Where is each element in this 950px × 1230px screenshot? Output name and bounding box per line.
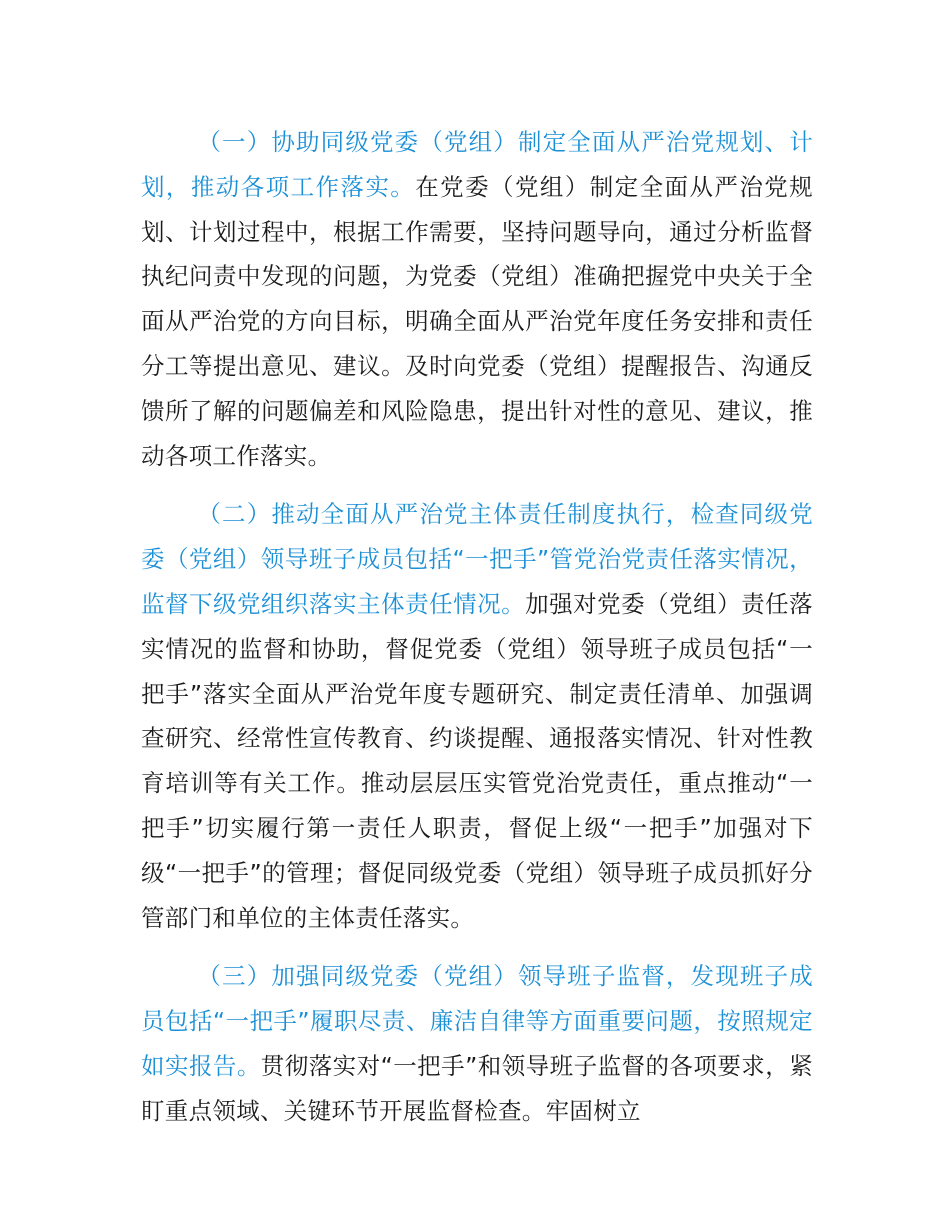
paragraph-3 (141, 954, 813, 1133)
paragraph-1-body: 在党委（党组）制定全面从严治党规划、计划过程中，根据工作需要，坚持问题导向，通过分析监督执纪问责中发现的问题，为党委（党组）准确把握党中央关于全面从严治党的方向目标，明确全面从严治党年度任务安排和责任分工等提出意见、建议。及时向党委（党组）提醒报告、沟通反馈所了解的问题偏差和风险隐患，提出针对性的意见、建议，推动各项工作落实。 (141, 172, 813, 470)
paragraph-1-heading: （一）协助同级党委（党组）制定全面从严治党规划、计划，推动各项工作落实。 (141, 128, 813, 201)
paragraph-3-heading: （三）加强同级党委（党组）领导班子监督，发现班子成员包括“一把手”履职尽责、廉洁自律等方面重要问题，按照规定如实报告。 (141, 962, 813, 1080)
paragraph-2 (141, 492, 813, 940)
paragraph-2-body: 加强对党委（党组）责任落实情况的监督和协助，督促党委（党组）领导班子成员包括“一把手”落实全面从严治党年度专题研究、制定责任清单、加强调查研究、经常性宣传教育、约谈提醒、通报落实情况、针对性教育培训等有关工作。推动层层压实管党治党责任，重点推动“一把手”切实履行第一责任人职责，督促上级“一把手”加强对下级“一把手”的管理；督促同级党委（党组）领导班子成员抓好分管部门和单位的主体责任落实。 (141, 589, 813, 932)
paragraph-3-body: 贯彻落实对“一把手”和领导班子监督的各项要求，紧盯重点领域、关键环节开展监督检查。牢固树立 (141, 1051, 813, 1125)
paragraph-2-heading: （二）推动全面从严治党主体责任制度执行，检查同级党委（党组）领导班子成员包括“一把手”管党治党责任落实情况，监督下级党组织落实主体责任情况。 (141, 500, 813, 618)
paragraph-1 (141, 120, 813, 478)
document-page (141, 120, 813, 1134)
